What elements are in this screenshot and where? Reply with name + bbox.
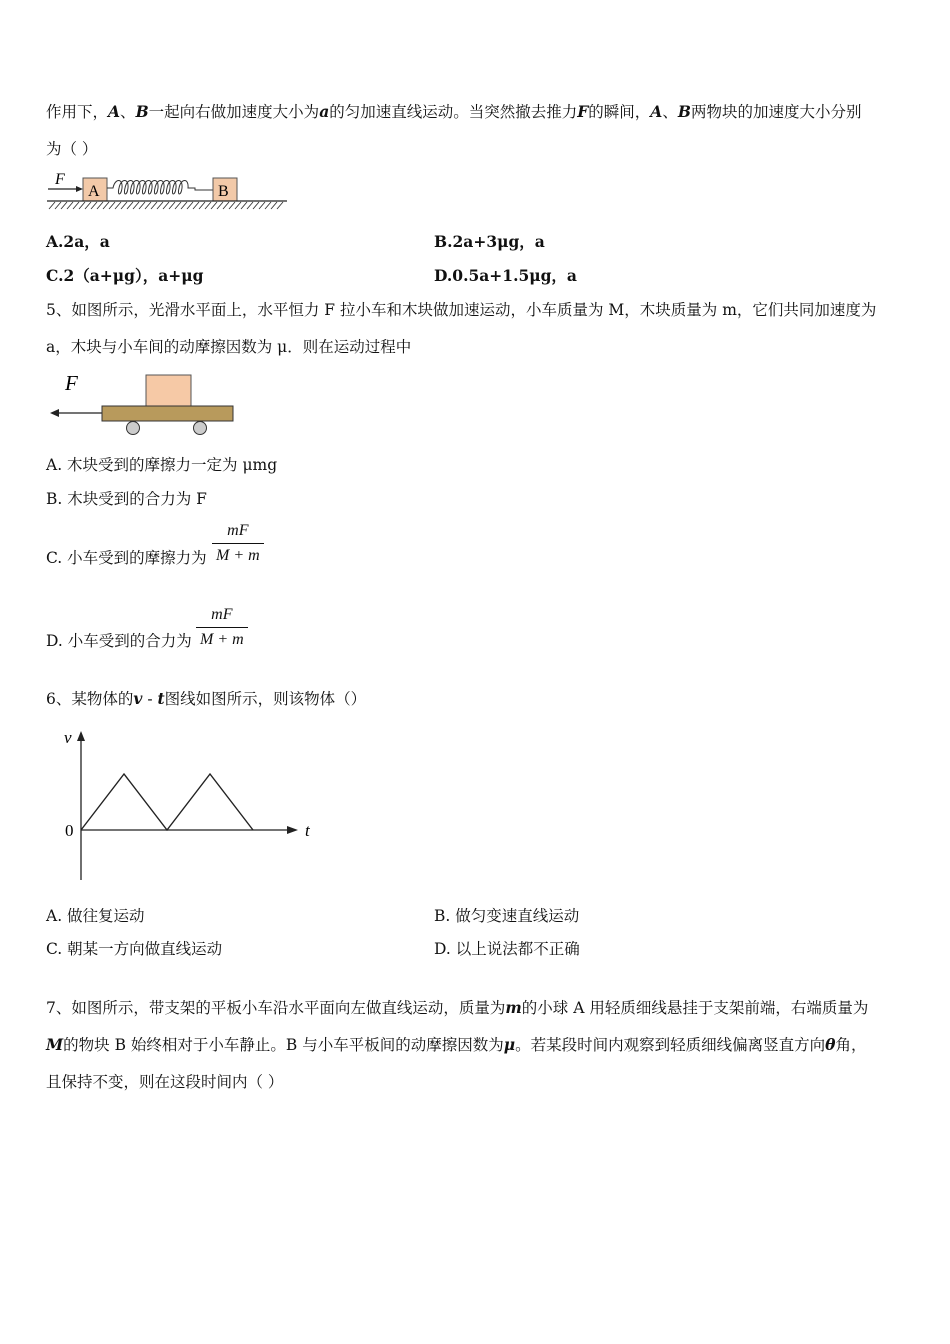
q7-stem-line1: 7、如图所示，带支架的平板小车沿水平面向左做直线运动，质量为m的小球 A 用轻质细线悬挂于支架前端，右端质量为	[46, 998, 869, 1017]
q4-option-c: C.2（a+μg），a+μg	[46, 266, 204, 285]
q5-option-c-fraction	[212, 522, 264, 565]
q4-option-b: B.2a+3μg，a	[434, 232, 545, 251]
q6-option-b: B. 做匀变速直线运动	[434, 907, 580, 925]
q5-wheel-left	[127, 422, 140, 435]
q4-force-arrowhead	[76, 186, 83, 192]
q4-option-d: D.0.5a+1.5μg，a	[434, 266, 577, 285]
q4-option-a: A.2a，a	[46, 232, 110, 251]
q4-stem-line1: 作用下，A、B一起向右做加速度大小为a的匀加速直线运动。当突然撤去推力F的瞬间，A、B两物块的加速度大小分别	[46, 102, 862, 121]
q4-ground-hatch	[49, 202, 283, 209]
q6-x-axis-arrowhead	[287, 826, 298, 834]
fraction-denominator: M + m	[200, 631, 244, 648]
q5-option-c: C. 小车受到的摩擦力为	[46, 549, 207, 567]
q5-cart-board	[102, 406, 233, 421]
q7-stem-line2: M的物块 B 始终相对于小车静止。B 与小车平板间的动摩擦因数为μ。若某段时间内观察到轻质细线偏离竖直方向θ角，	[46, 1035, 867, 1054]
q5-option-b: B. 木块受到的合力为 F	[46, 490, 207, 508]
q5-figure	[45, 370, 245, 440]
q5-force-arrowhead	[50, 409, 59, 417]
q4-block-a-label: A	[88, 183, 100, 200]
q6-y-axis-label: v	[64, 728, 72, 747]
q7-stem-line3: 且保持不变，则在这段时间内（ ）	[46, 1073, 284, 1091]
q4-stem-line2: 为（ ）	[46, 140, 98, 158]
q5-wheel-right	[194, 422, 207, 435]
q4-figure	[45, 168, 295, 213]
fraction-numerator: mF	[211, 606, 233, 623]
q5-stem-line2: a，木块与小车间的动摩擦因数为 μ．则在运动过程中	[46, 338, 412, 356]
q4-block-b-label: B	[218, 183, 229, 200]
q5-option-d-fraction	[196, 606, 248, 649]
q5-wood-block	[146, 375, 191, 406]
q6-stem: 6、某物体的v - t图线如图所示，则该物体（）	[46, 689, 367, 708]
q5-option-a: A. 木块受到的摩擦力一定为 μmg	[46, 456, 278, 474]
q4-spring	[107, 181, 213, 195]
q5-force-label: F	[65, 371, 78, 395]
q6-option-c: C. 朝某一方向做直线运动	[46, 940, 223, 958]
q6-vt-line	[81, 774, 253, 830]
q6-y-axis-arrowhead	[77, 731, 85, 741]
fraction-denominator: M + m	[216, 547, 260, 564]
q6-option-a: A. 做往复运动	[46, 907, 145, 925]
q6-option-d: D. 以上说法都不正确	[434, 940, 580, 958]
q6-x-axis-label: t	[305, 821, 310, 840]
q6-vt-graph	[55, 725, 335, 885]
fraction-numerator: mF	[227, 522, 249, 539]
q4-force-label: F	[55, 171, 65, 188]
q5-option-d: D. 小车受到的合力为	[46, 632, 192, 650]
q6-origin-label: 0	[65, 821, 74, 840]
q5-stem-line1: 5、如图所示，光滑水平面上，水平恒力 F 拉小车和木块做加速运动，小车质量为 M，木块质量为 m，它们共同加速度为	[46, 301, 877, 319]
